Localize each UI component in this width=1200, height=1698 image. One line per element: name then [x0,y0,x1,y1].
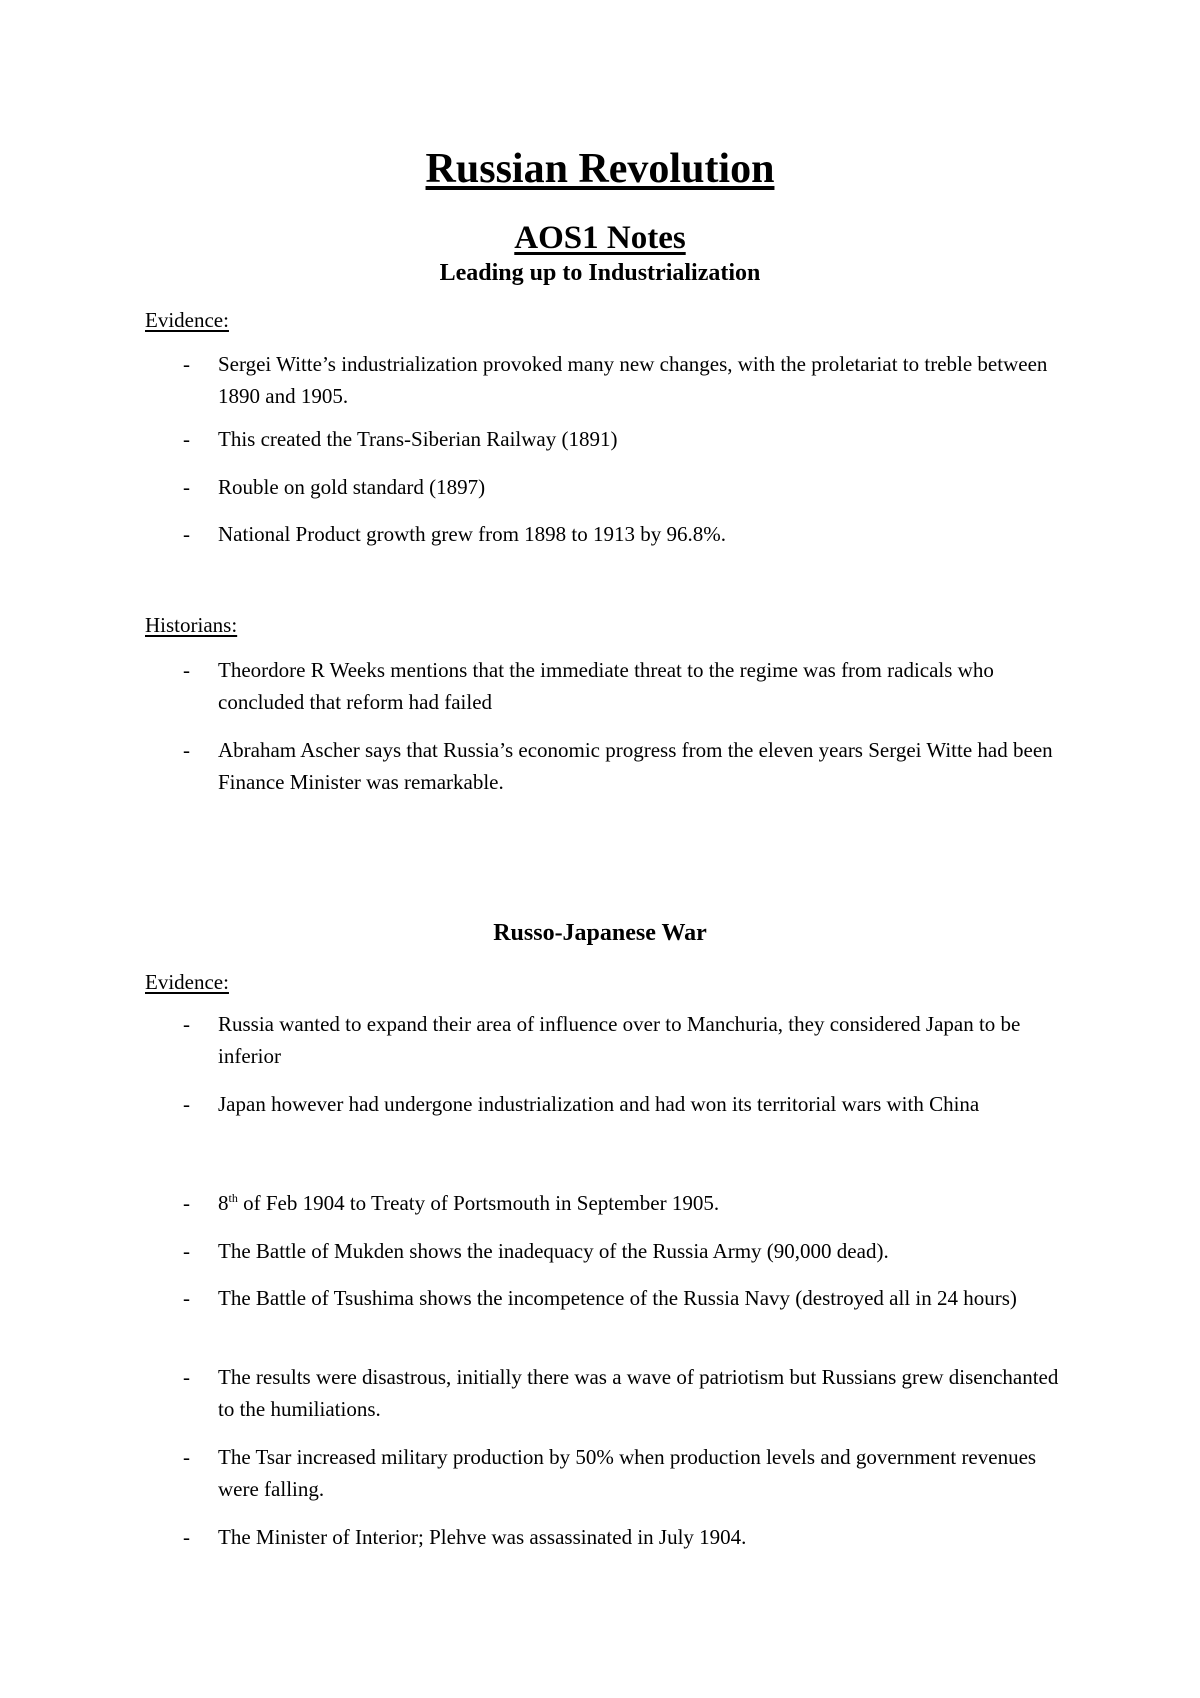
list-item-text: Russia wanted to expand their area of influence over to Manchuria, they considered Japan to be inferior [218,1012,1021,1068]
bullet-dash: - [183,1092,190,1116]
list-item-text: Rouble on gold standard (1897) [218,475,486,499]
list-item [183,518,1063,550]
date-day: 8 [218,1191,229,1215]
list-item-text: Abraham Ascher says that Russia’s economic progress from the eleven years Sergei Witte had been Finance Minister was remarkable. [218,738,1053,794]
list-item [183,1088,1063,1120]
bullet-dash: - [183,1445,190,1469]
date-rest: of Feb 1904 to Treaty of Portsmouth in September 1905. [237,1191,720,1215]
label-historians: Historians: [145,613,238,637]
bullet-dash: - [183,1191,190,1215]
list-item-text [218,1187,1063,1219]
list-item [183,734,1063,798]
list-item [183,423,1063,455]
section-heading-industrialization: Leading up to Industrialization [439,260,761,286]
bullet-dash: - [183,1525,190,1549]
page-subtitle: AOS1 Notes [514,220,686,256]
list-item [183,471,1063,503]
section-heading-russo-japanese-war: Russo-Japanese War [493,920,707,946]
list-item-text: The Minister of Interior; Plehve was assassinated in July 1904. [218,1525,747,1549]
list-item-text: The Battle of Mukden shows the inadequacy of the Russia Army (90,000 dead). [218,1239,889,1263]
bullet-dash: - [183,1286,190,1310]
list-item [183,1282,1063,1314]
list-item [183,1008,1063,1072]
list-item [183,348,1063,412]
bullet-dash: - [183,658,190,682]
bullet-dash: - [183,522,190,546]
list-item-text: The results were disastrous, initially there was a wave of patriotism but Russians grew disenchanted to the humiliations. [218,1365,1059,1421]
page-title: Russian Revolution [425,146,775,192]
bullet-dash: - [183,427,190,451]
bullet-dash: - [183,1365,190,1389]
list-item-text: Sergei Witte’s industrialization provoked many new changes, with the proletariat to treble between 1890 and 1905. [218,352,1048,408]
list-item [183,1521,1063,1553]
list-item [183,654,1063,718]
list-item-text: The Tsar increased military production by 50% when production levels and government revenues were falling. [218,1445,1037,1501]
list-item-text: The Battle of Tsushima shows the incompetence of the Russia Navy (destroyed all in 24 hours) [218,1286,1017,1310]
ordinal-suffix: th [228,1191,238,1205]
list-item [183,1441,1063,1505]
label-evidence-1: Evidence: [145,308,229,332]
bullet-dash: - [183,1012,190,1036]
list-item-text: This created the Trans-Siberian Railway (1891) [218,427,618,451]
bullet-dash: - [183,1239,190,1263]
list-item-text: Japan however had undergone industrialization and had won its territorial wars with China [218,1092,980,1116]
list-item [183,1235,1063,1267]
bullet-dash: - [183,738,190,762]
bullet-dash: - [183,475,190,499]
bullet-dash: - [183,352,190,376]
label-evidence-2: Evidence: [145,970,229,994]
list-item [183,1361,1063,1425]
list-item-text: Theordore R Weeks mentions that the immediate threat to the regime was from radicals who concluded that reform had failed [218,658,994,714]
list-item-text: National Product growth grew from 1898 to 1913 by 96.8%. [218,522,727,546]
list-item [183,1187,1063,1219]
